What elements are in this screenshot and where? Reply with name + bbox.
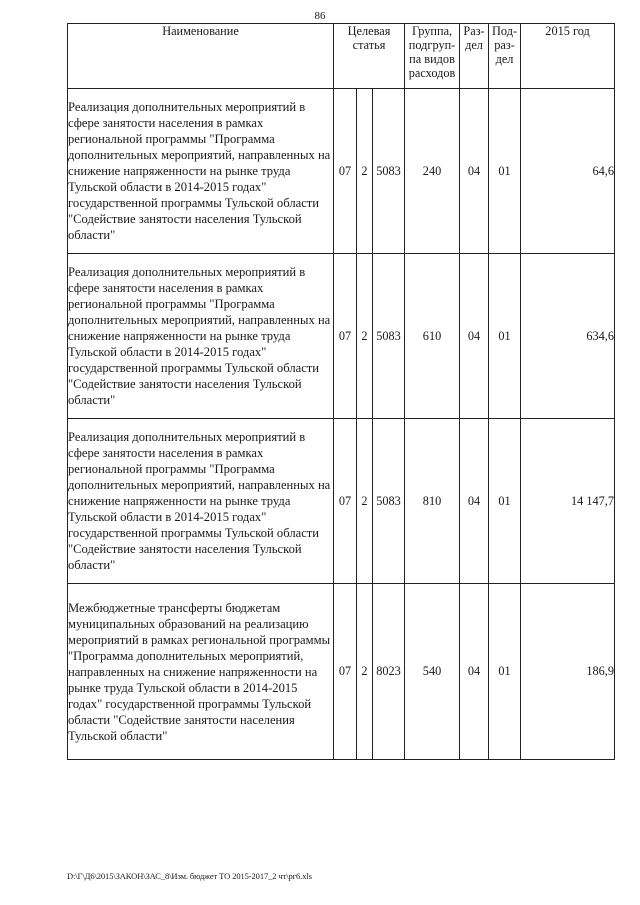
row-section: 04 [460,89,489,254]
header-subsection: Под-раз-дел [489,24,521,89]
row-name: Реализация дополнительных мероприятий в сфере занятости населения в рамках региональной программы "Программа дополнительных мероприятий, направленных на снижение напряженности на рынке труда Тульской области в 2014-2015 годах" государственной программы Тульской области "Содействие занятости населения Тульской области" [68,419,334,584]
header-name: Наименование [68,24,334,89]
row-name: Реализация дополнительных мероприятий в сфере занятости населения в рамках региональной программы "Программа дополнительных мероприятий, направленных на снижение напряженности на рынке труда Тульской области в 2014-2015 годах" государственной программы Тульской области "Содействие занятости населения Тульской области" [68,254,334,419]
row-target-direction: 8023 [373,584,405,760]
page-number: 86 [314,10,326,22]
row-section: 04 [460,584,489,760]
row-group: 540 [405,584,460,760]
budget-table [67,23,615,760]
row-section: 04 [460,419,489,584]
row-target-program: 07 [334,419,357,584]
table-header-row [68,24,615,89]
row-group: 240 [405,89,460,254]
row-amount: 634,6 [521,254,615,419]
row-group: 610 [405,254,460,419]
header-year: 2015 год [521,24,615,89]
row-subsection: 01 [489,584,521,760]
row-amount: 186,9 [521,584,615,760]
row-target-program: 07 [334,254,357,419]
row-group: 810 [405,419,460,584]
table-row [68,89,615,254]
row-subsection: 01 [489,89,521,254]
row-target-subprogram: 2 [357,584,373,760]
header-section: Раз-дел [460,24,489,89]
row-target-direction: 5083 [373,89,405,254]
row-amount: 14 147,7 [521,419,615,584]
table-row [68,419,615,584]
file-path-footer: D:\Г\Д6\2015\ЗАКОН\ЗАС_8\Изм. бюджет ТО 2015-2017_2 чт\рг6.xls [67,871,312,881]
row-target-subprogram: 2 [357,419,373,584]
row-target-subprogram: 2 [357,254,373,419]
header-target: Целевая статья [334,24,405,89]
header-group: Группа, подгруп-па видов расходов [405,24,460,89]
row-subsection: 01 [489,254,521,419]
row-subsection: 01 [489,419,521,584]
row-target-direction: 5083 [373,419,405,584]
row-target-program: 07 [334,89,357,254]
table-row [68,584,615,760]
row-name: Реализация дополнительных мероприятий в сфере занятости населения в рамках региональной программы "Программа дополнительных мероприятий, направленных на снижение напряженности на рынке труда Тульской области в 2014-2015 годах" государственной программы Тульской области "Содействие занятости населения Тульской области" [68,89,334,254]
row-target-program: 07 [334,584,357,760]
row-section: 04 [460,254,489,419]
row-amount: 64,6 [521,89,615,254]
row-target-direction: 5083 [373,254,405,419]
row-name: Межбюджетные трансферты бюджетам муниципальных образований на реализацию мероприятий в рамках региональной программы "Программа дополнительных мероприятий, направленных на снижение напряженности на рынке труда Тульской области в 2014-2015 годах" государственной программы Тульской области "Содействие занятости населения Тульской области" [68,584,334,760]
row-target-subprogram: 2 [357,89,373,254]
table-row [68,254,615,419]
